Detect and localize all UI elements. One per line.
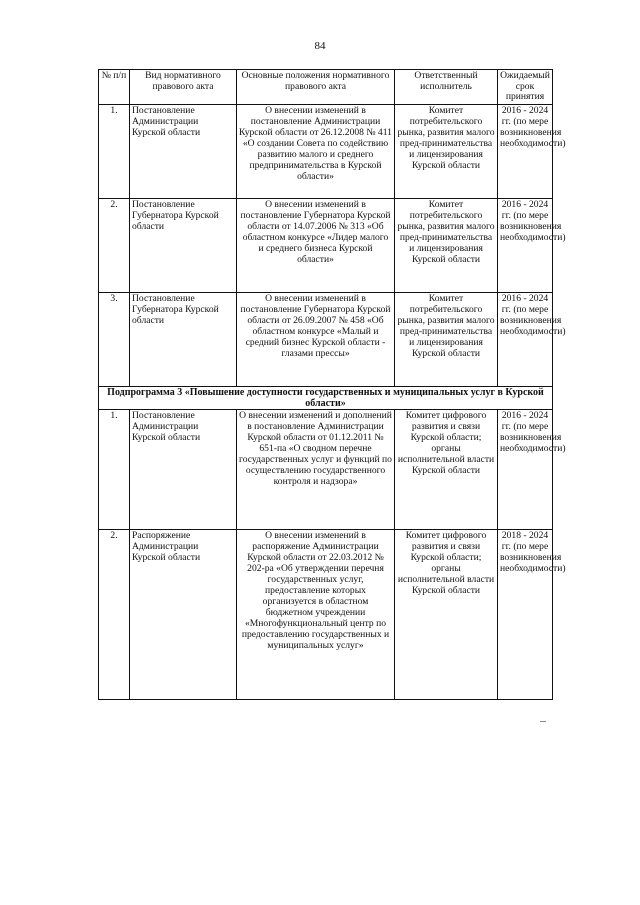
- page-number: 84: [314, 40, 326, 52]
- act-type-cell: Постановление Администрации Курской области: [130, 104, 237, 198]
- expected-date-cell: 2016 - 2024 гг. (по мере возникновения необходимости): [498, 409, 553, 529]
- subprogram-row: [99, 386, 553, 409]
- act-type-cell: Распоряжение Администрации Курской области: [130, 529, 237, 699]
- responsible-cell: Комитет цифрового развития и связи Курской области; органы исполнительной власти Курской области: [395, 529, 498, 699]
- row-number: 2.: [99, 198, 130, 292]
- main-provisions-cell: О внесении изменений в распоряжение Администрации Курской области от 22.03.2012 № 202-ра «Об утверждении перечня государственных услуг, предоставление которых организуется в областном бюджетном учреждении «Многофункциональный центр по предоставлению государственных и муниципальных услуг»: [237, 529, 395, 699]
- expected-date-cell: 2016 - 2024 гг. (по мере возникновения необходимости): [498, 198, 553, 292]
- table-row: [99, 292, 553, 386]
- row-number: 2.: [99, 529, 130, 699]
- regulatory-acts-table: [98, 69, 566, 700]
- table-header-row: [99, 70, 553, 105]
- header-responsible: Ответственный исполнитель: [395, 70, 498, 105]
- responsible-cell: Комитет цифрового развития и связи Курской области; органы исполнительной власти Курской области: [395, 409, 498, 529]
- main-provisions-cell: О внесении изменений и дополнений в постановление Администрации Курской области от 01.12.2011 № 651-па «О сводном перечне государственных услуг и функций по осуществлению государственного контроля и надзора»: [237, 409, 395, 529]
- table-row: [99, 529, 553, 699]
- expected-date-cell: 2018 - 2024 гг. (по мере возникновения необходимости): [498, 529, 553, 699]
- table-row: [99, 104, 553, 198]
- header-main-provisions: Основные положения нормативного правового акта: [237, 70, 395, 105]
- main-provisions-cell: О внесении изменений в постановление Администрации Курской области от 26.12.2008 № 411 «О создании Совета по содействию развитию малого и среднего предпринимательства в Курской области»: [237, 104, 395, 198]
- main-provisions-cell: О внесении изменений в постановление Губернатора Курской области от 26.09.2007 № 458 «Об областном конкурсе «Малый и средний бизнес Курской области - глазами прессы»: [237, 292, 395, 386]
- header-act-type: Вид нормативного правового акта: [130, 70, 237, 105]
- row-number: 1.: [99, 409, 130, 529]
- expected-date-cell: 2016 - 2024 гг. (по мере возникновения необходимости): [498, 292, 553, 386]
- header-number: № п/п: [99, 70, 130, 105]
- act-type-cell: Постановление Губернатора Курской области: [130, 292, 237, 386]
- subprogram-title: Подпрограмма 3 «Повышение доступности государственных и муниципальных услуг в Курской области»: [99, 386, 553, 409]
- scan-mark: [540, 721, 546, 722]
- responsible-cell: Комитет потребительского рынка, развития малого пред-принимательства и лицензирования Курской области: [395, 198, 498, 292]
- table-row: [99, 198, 553, 292]
- responsible-cell: Комитет потребительского рынка, развития малого пред-принимательства и лицензирования Курской области: [395, 104, 498, 198]
- main-provisions-cell: О внесении изменений в постановление Губернатора Курской области от 14.07.2006 № 313 «Об областном конкурсе «Лидер малого и среднего бизнеса Курской области»: [237, 198, 395, 292]
- row-number: 3.: [99, 292, 130, 386]
- responsible-cell: Комитет потребительского рынка, развития малого пред-принимательства и лицензирования Курской области: [395, 292, 498, 386]
- act-type-cell: Постановление Губернатора Курской области: [130, 198, 237, 292]
- table-row: [99, 409, 553, 529]
- row-number: 1.: [99, 104, 130, 198]
- expected-date-cell: 2016 - 2024 гг. (по мере возникновения необходимости): [498, 104, 553, 198]
- header-expected-date: Ожидаемый срок принятия: [498, 70, 553, 105]
- act-type-cell: Постановление Администрации Курской области: [130, 409, 237, 529]
